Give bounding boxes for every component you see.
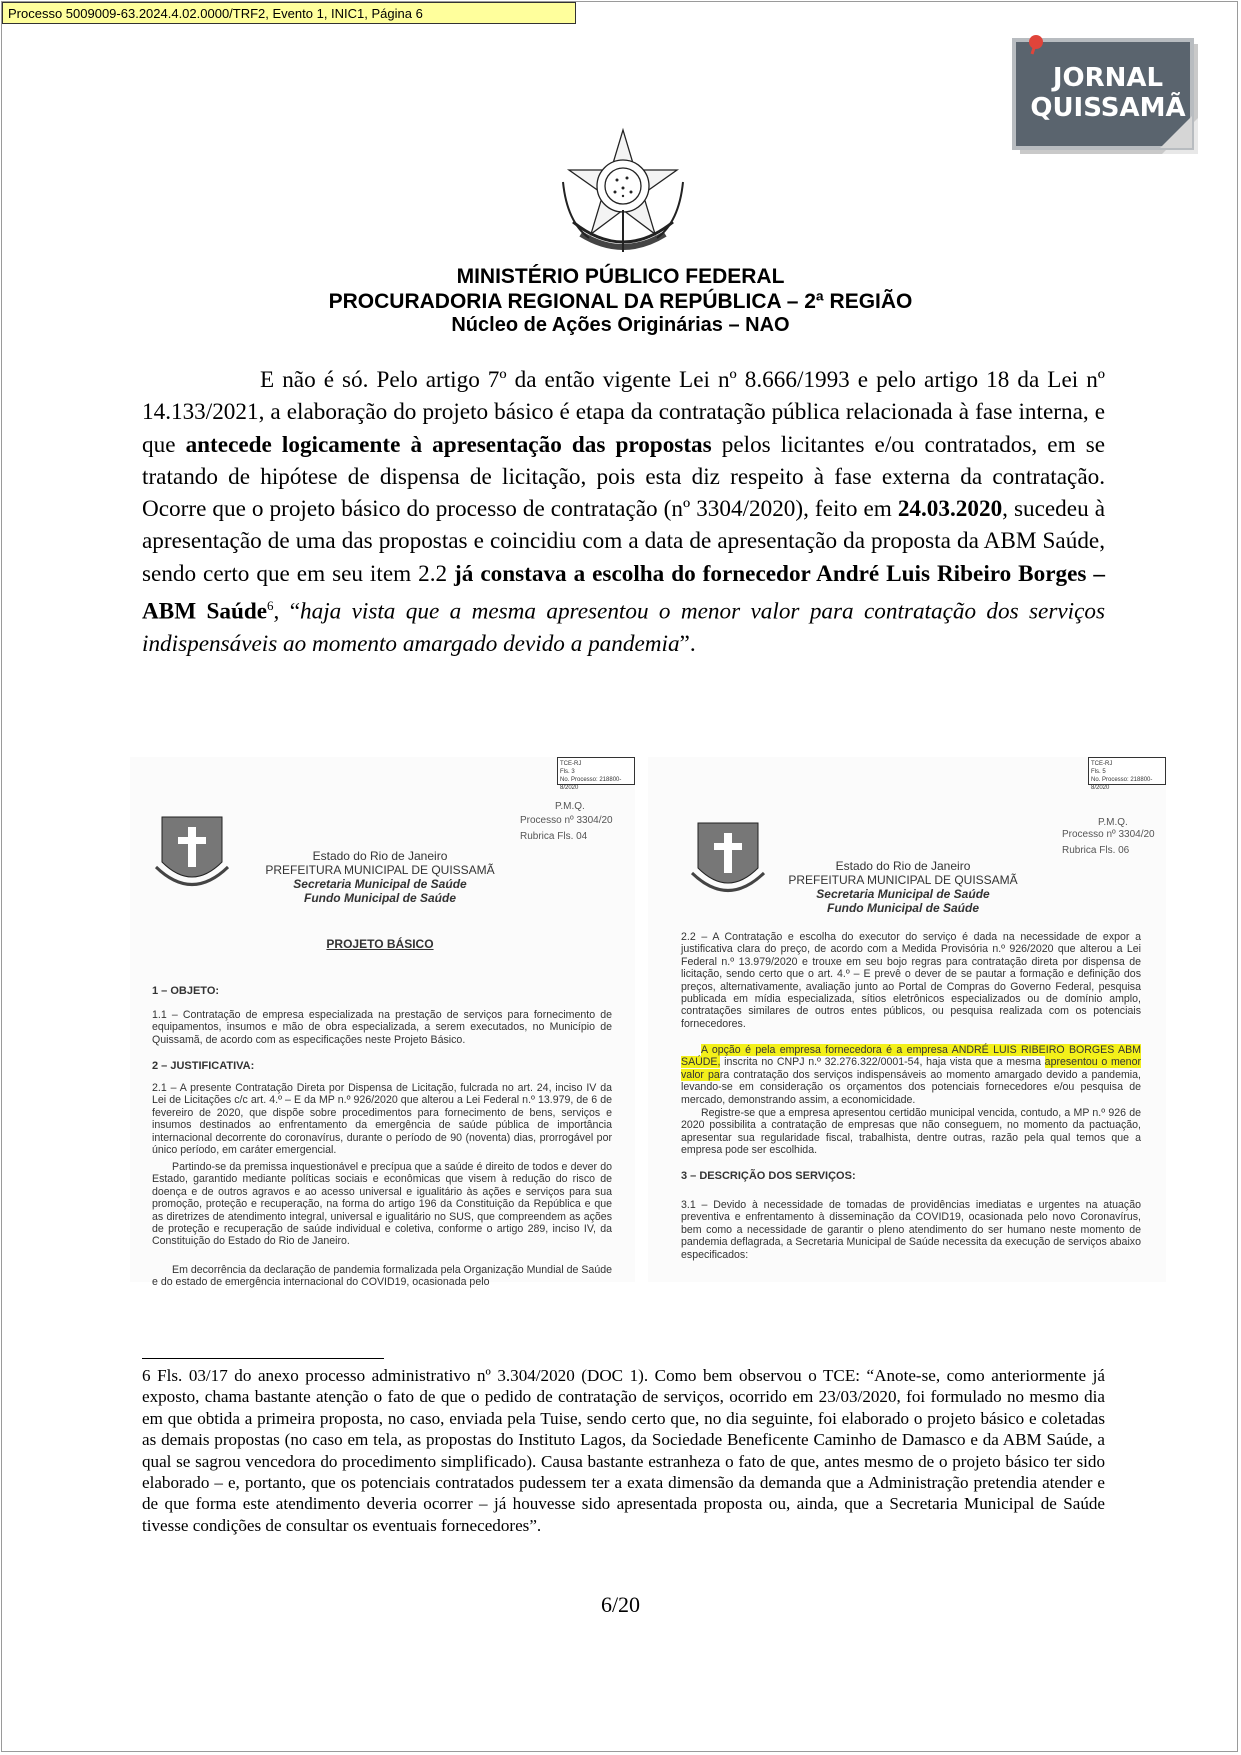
justificativa-2-1: 2.1 – A presente Contratação Direta por Dispensa de Licitação, fulcrada no art. 24, inciso IV da Lei de Licitações c/c art. 4.º – E da MP n.º 926/2020 que alterou a Lei Federal n.º 13.979, de 6 de fevereiro de 2020, que dispõe sobre procedimentos para fornecimento de bens, serviços e insumos destinados ao enfrentamento da emergência de saúde pública de importância internacional decorrente do coronavírus, durante o período de 90 (noventa) dias, prorrogável por único período, em caráter emergencial. xyxy=(152,1082,612,1157)
objeto-heading: 1 – OBJETO: xyxy=(152,985,220,997)
contratacao-text: ra contratação dos serviços indispensáveis ao momento amargado devido a pandemia, levando-se em consideração os orçamentos dos potenciais fornecedores e/ou pesquisa de mercado, demonstrando assim, a economicidade. xyxy=(681,1068,1141,1106)
jornal-logo-line2: QUISSAMÃ xyxy=(1030,93,1186,123)
main-text-5: ”. xyxy=(679,631,696,658)
main-text-3: , sucedeu à apresentação de uma das propostas e coincidiu com a data de apresentação da proposta da ABM Saúde, sendo certo que em seu item 2.2 xyxy=(142,496,1105,587)
justificativa-heading: 2 – JUSTIFICATIVA: xyxy=(152,1060,255,1072)
descricao-3-1: 3.1 – Devido à necessidade de tomadas de providências imediatas e urgentes na atuação preventiva e enfrentamento à disseminação da COVID19, ocasionada pelo novo Coronavírus, bem como a necessidade de garantir o pleno atendimento do ser humano neste momento de pandemia deflagrada, a Secretaria Municipal de Saúde necessita da execução de serviços abaixo especificados: xyxy=(681,1199,1141,1261)
main-paragraph xyxy=(142,364,1105,660)
pmq-label: P.M.Q. xyxy=(555,801,585,812)
main-italic-quote: haja vista que a mesma apresentou o menor valor para contratação dos serviços indispensáveis ao momento amargado devido a pandemia xyxy=(142,598,1105,658)
secretaria-label: Secretaria Municipal de Saúde xyxy=(293,877,467,891)
highlight-menor-valor: apresentou o menor valor pa xyxy=(681,1056,1141,1081)
justificativa-premissa: Partindo-se da premissa inquestionável e precípua que a saúde é direito de todos e dever do Estado, garantido mediante políticas sociais e econômicas que visem à redução do risco de doença e de outros agravos e ao acesso universal e igualitário às ações e serviços para sua promoção, proteção e recuperação, na forma do artigo 196 da Constituição da República e que as diretrizes de atendimento integral, universal e igualitário no SUS, que compreendem as ações de proteção e recuperação de saúde individual e coletiva, conforme o artigo 289, inciso IV, da Constituição do Estado do Rio de Janeiro. xyxy=(152,1161,612,1248)
prefeitura-label: PREFEITURA MUNICIPAL DE QUISSAMÃ xyxy=(788,873,1018,887)
cnpj-text: inscrita no CNPJ n.º 32.276.322/0001-54, haja vista que a mesma xyxy=(720,1056,1045,1069)
fundo-label: Fundo Municipal de Saúde xyxy=(303,891,456,905)
processo-number: Processo nº 3304/20 xyxy=(1062,829,1155,840)
highlight-fornecedor: A opção é pela empresa fornecedora é a empresa ANDRÉ LUIS RIBEIRO BORGES ABM SAÚDE, xyxy=(681,1044,1141,1069)
pmq-label: P.M.Q. xyxy=(1098,817,1128,828)
rubrica-label: Rubrica Fls. 04 xyxy=(520,831,588,842)
tce-stamp: TCE-RJ Fls. 5 No. Processo: 218800-8/2020 xyxy=(1088,757,1166,785)
main-text-2: pelos licitantes e/ou contratados, em se tratando de hipótese de dispensa de licitação, pois esta diz respeito à fase externa da contratação. Ocorre que o projeto básico do processo de contratação (nº 3304/2020), feito em xyxy=(142,431,1106,523)
main-text-1: E não é só. Pelo artigo 7º da então vigente Lei nº 8.666/1993 e pelo artigo 18 da Lei nº 14.133/2021, a elaboração do projeto básico é etapa da contratação pública relacionada à fase interna, e que xyxy=(142,367,1105,458)
secretaria-label: Secretaria Municipal de Saúde xyxy=(816,887,990,901)
estado-label: Estado do Rio de Janeiro xyxy=(312,849,448,863)
main-bold-2: 24.03.2020 xyxy=(897,496,1003,523)
jornal-logo-line1: JORNAL xyxy=(1052,63,1164,93)
projeto-basico-title: PROJETO BÁSICO xyxy=(326,937,434,951)
objeto-text: 1.1 – Contratação de empresa especializada na prestação de serviços para fornecimento de equipamentos, insumos e mão de obra especializada, a serem executados, no Município de Quissamã, de acordo com as especificações neste Projeto Básico. xyxy=(152,1009,612,1046)
justificativa-2-2: 2.2 – A Contratação e escolha do executor do serviço é dada na necessidade de expor a justificativa clara do preço, de acordo com a Medida Provisória n.º 926/2020 que alterou a Lei Federal n.º 13.979/2020 e trouxe em seu bojo regras para contratação direta por dispensa de licitação, sendo certo que o art. 4.º – E prevê o dever de se pautar a formação e definição dos preços, alternativamente, avaliação junto ao Portal de Compras do Governo Federal, pesquisa publicada em mídia especializada, sítios eletrônicos especializados ou de domínio amplo, contratações similares de outros entes públicos, ou pesquisa realizada com os potenciais fornecedores. xyxy=(681,931,1141,1030)
descricao-servicos-heading: 3 – DESCRIÇÃO DOS SERVIÇOS: xyxy=(681,1170,856,1182)
footnote-separator xyxy=(142,1358,384,1359)
scan-projeto-basico-page xyxy=(130,757,635,1289)
footnote-ref: 6 xyxy=(267,598,274,614)
main-bold-1: antecede logicamente à apresentação das propostas xyxy=(185,431,712,458)
opcao-fornecedor-paragraph xyxy=(681,1044,1141,1106)
header-line-3: Núcleo de Ações Originárias – NAO xyxy=(451,314,790,336)
page-number: 6/20 xyxy=(600,1592,641,1617)
justificativa-pandemia: Em decorrência da declaração de pandemia formalizada pela Organização Mundial de Saúde e do estado de emergência internacional do COVID19, ocasionada pelo xyxy=(152,1264,612,1289)
brazil-coat-of-arms-icon xyxy=(553,122,693,264)
processo-number: Processo nº 3304/20 xyxy=(520,815,613,826)
main-text-4: , “ xyxy=(273,598,301,625)
estado-label: Estado do Rio de Janeiro xyxy=(835,859,971,873)
quissama-municipal-crest-icon xyxy=(152,807,232,897)
scan-justificativa-page xyxy=(648,757,1166,1282)
jornal-quissama-logo xyxy=(1012,36,1202,156)
fundo-label: Fundo Municipal de Saúde xyxy=(826,901,979,915)
header-line-1: MINISTÉRIO PÚBLICO FEDERAL xyxy=(456,265,785,288)
tce-stamp: TCE-RJ Fls. 3 No. Processo: 218800-8/2020 xyxy=(557,757,635,785)
main-bold-3: já constava a escolha do fornecedor André Luis Ribeiro Borges – ABM Saúde xyxy=(142,560,1105,625)
prefeitura-label: PREFEITURA MUNICIPAL DE QUISSAMÃ xyxy=(265,863,495,877)
rubrica-label: Rubrica Fls. 06 xyxy=(1062,845,1130,856)
process-stamp: Processo 5009009-63.2024.4.02.0000/TRF2, Evento 1, INIC1, Página 6 xyxy=(2,2,576,24)
footnote-6: 6 Fls. 03/17 do anexo processo administrativo nº 3.304/2020 (DOC 1). Como bem observou o TCE: “Anote-se, como anteriormente já exposto, chama bastante atenção o fato de que o pedido de contratação de serviços, ocorrido em 23/03/2020, foi formulado no mesmo dia em que obtida a primeira proposta, no caso, enviada pela Tuise, sendo certo que, no dia seguinte, foi elaborado o projeto básico e coletadas as demais propostas (no caso em tela, as propostas do Instituto Lagos, da Sociedade Beneficente Caminho de Damasco e da ABM Saúde, a qual se sagrou vencedora do procedimento simplificado). Causa bastante estranheza o fato de que, antes mesmo de o projeto básico ter sido elaborado – e, portanto, que os potenciais contratados pudessem ter a exata dimensão da demanda que a Administração pretendia atender e de que forma este atendimento deveria ocorrer – já houvesse sido apresentada proposta ou, ainda, que a Secretaria Municipal de Saúde tivesse condições de consultar os eventuais fornecedores”. xyxy=(142,1366,1105,1535)
header-line-2: PROCURADORIA REGIONAL DA REPÚBLICA – 2ª REGIÃO xyxy=(328,290,913,313)
registre-se-paragraph: Registre-se que a empresa apresentou certidão municipal vencida, contudo, a MP n.º 926 de 2020 possibilita a contratação de empresas que não conseguem, no momento da pactuação, apresentar sua regularidade fiscal, trabalhista, dentre outras, razão pela qual temos que a empresa pode ser escolhida. xyxy=(681,1107,1141,1157)
